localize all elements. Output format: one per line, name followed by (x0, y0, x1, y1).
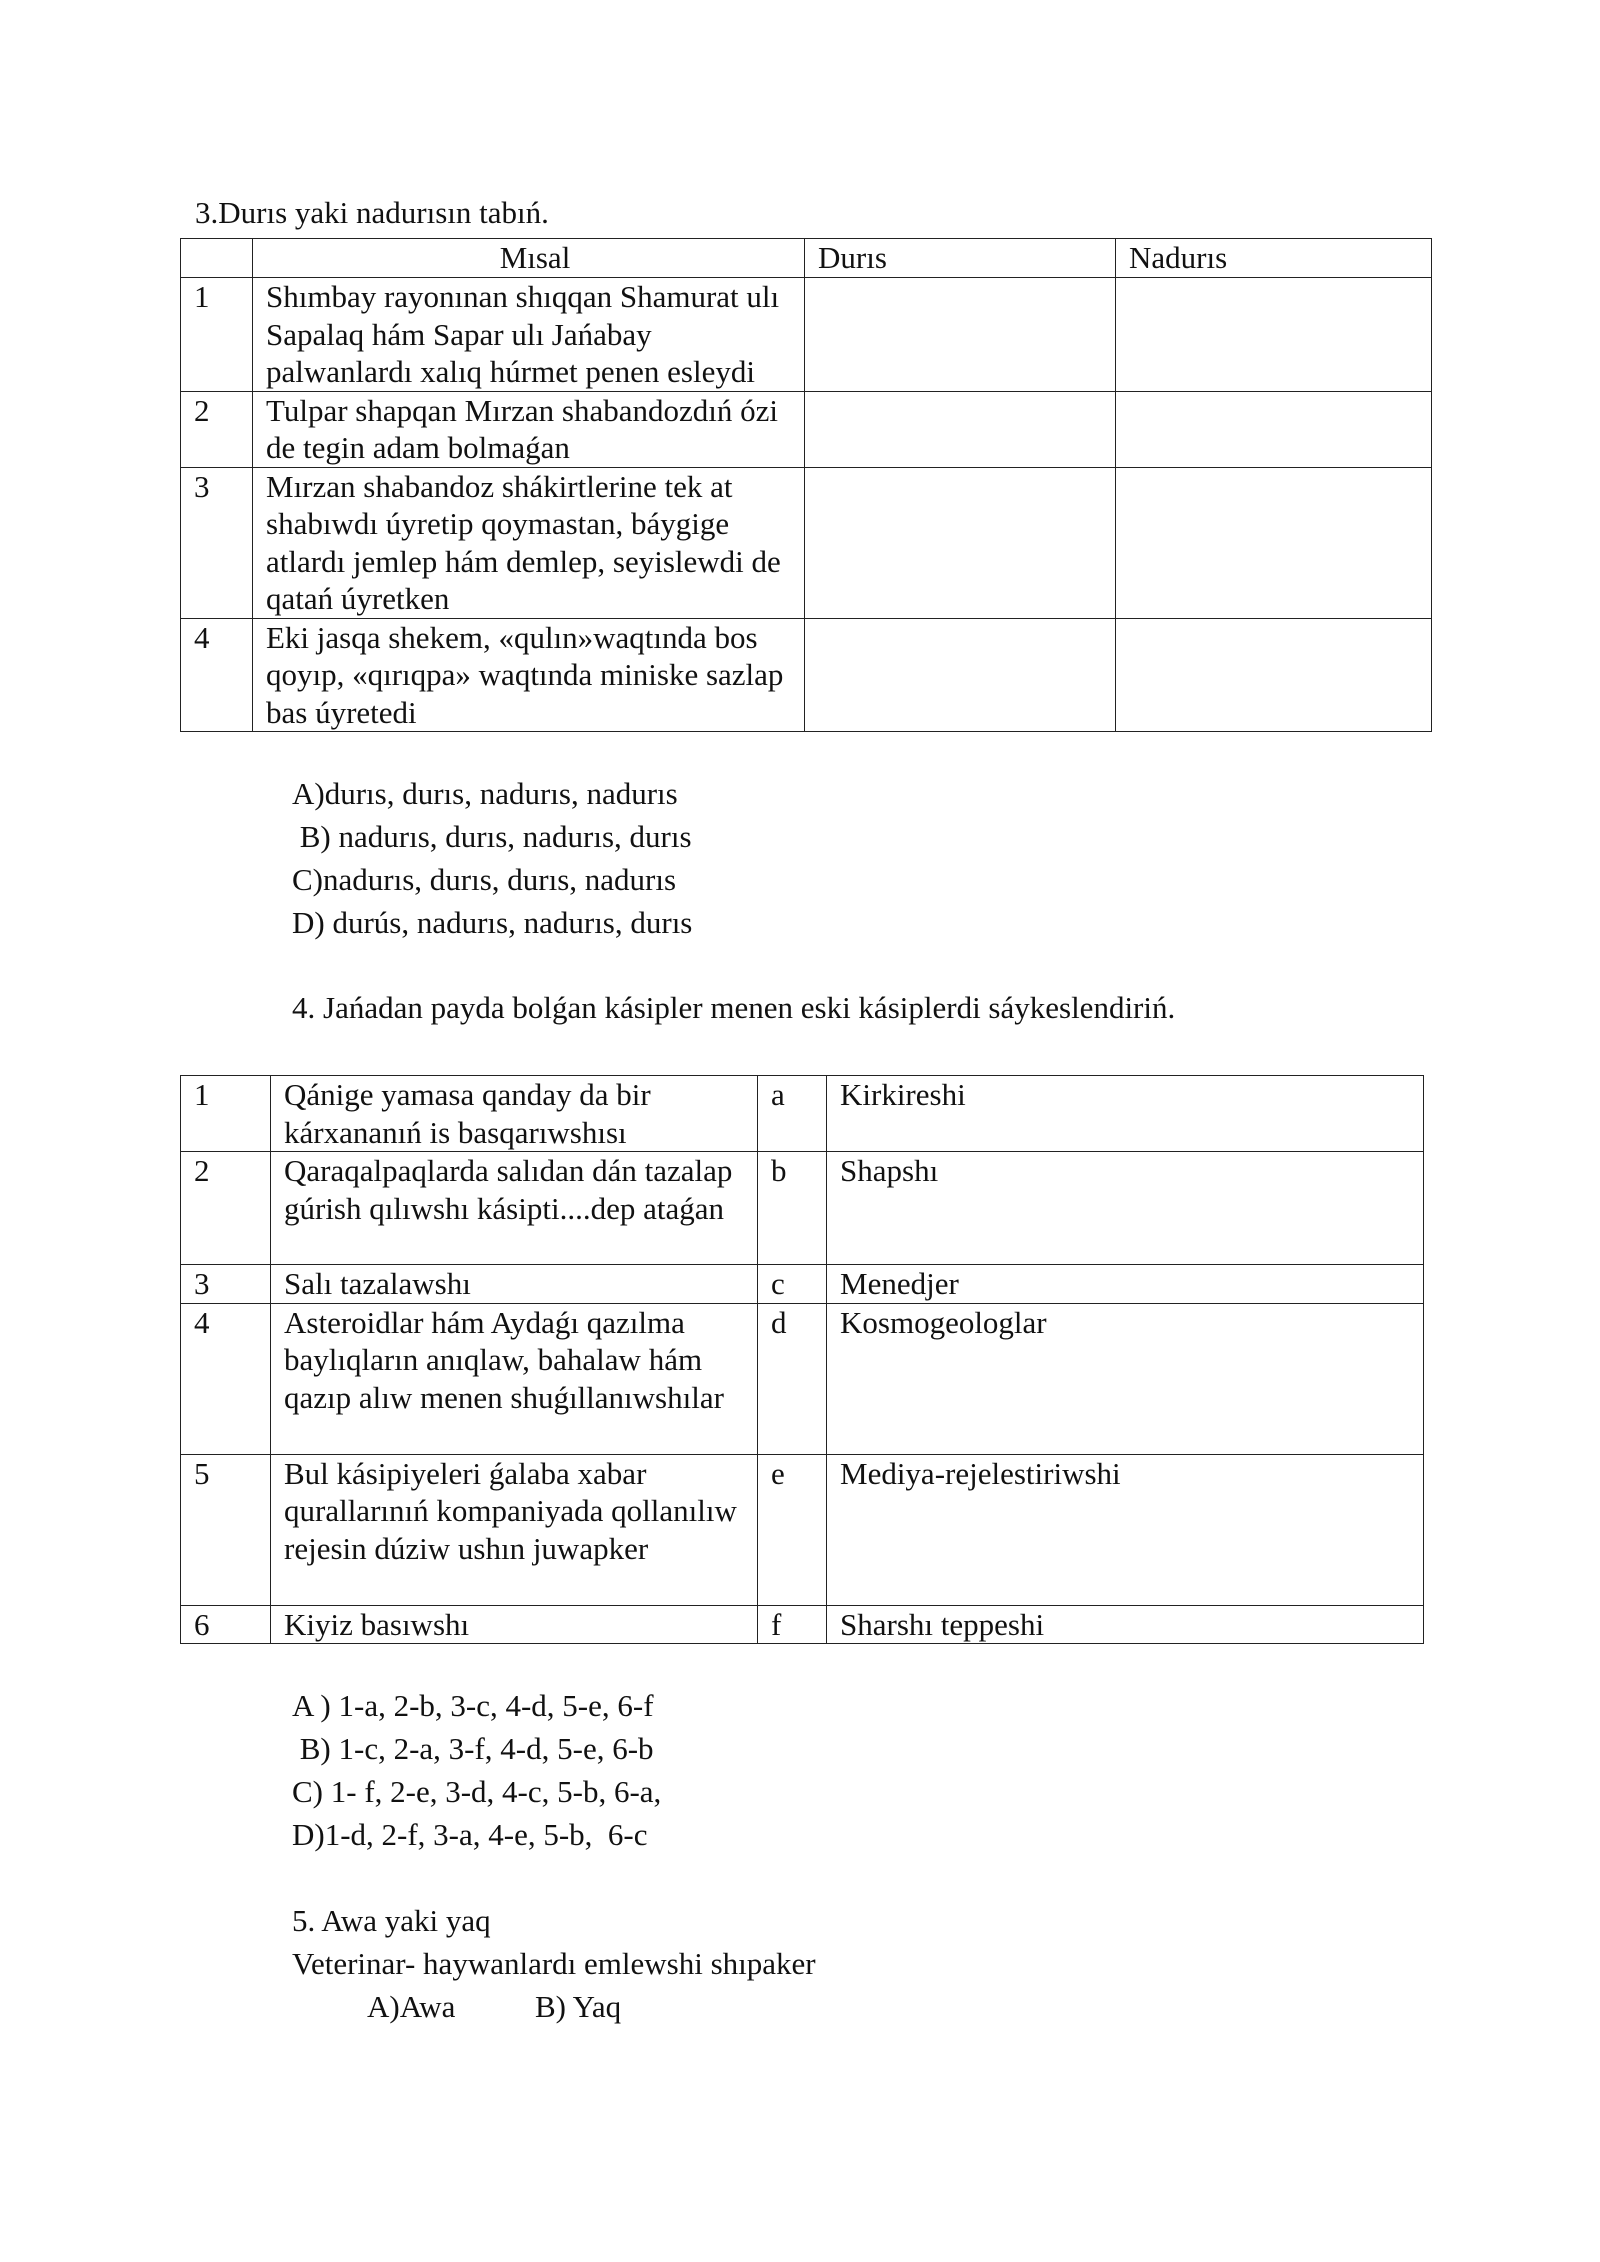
question-3-option-c[interactable]: C)nadurıs, durıs, durıs, nadurıs (292, 862, 677, 897)
false-answer-cell[interactable] (1116, 467, 1432, 618)
question-3-title: 3.Durıs yaki nadurısın tabıń. (195, 195, 549, 230)
row-statement: Shımbay rayonınan shıqqan Shamurat ulı Sapalaq hám Sapar ulı Jańabay palwanlardı xalıq húrmet penen esleydi (253, 278, 805, 392)
row-number: 3 (181, 1265, 271, 1304)
row-letter: d (758, 1303, 827, 1454)
question-5-option-a[interactable]: A)Awa (367, 1989, 456, 2024)
question-3-option-a[interactable]: A)durıs, durıs, nadurıs, nadurıs (292, 776, 678, 811)
row-description: Kiyiz basıwshı (271, 1605, 758, 1644)
row-description: Qaraqalpaqlarda salıdan dán tazalap gúrish qılıwshı kásipti....dep ataǵan (271, 1152, 758, 1265)
row-number: 1 (181, 278, 253, 392)
row-number: 5 (181, 1454, 271, 1605)
row-profession: Shapshı (827, 1152, 1424, 1265)
table-row (181, 391, 1432, 467)
true-answer-cell[interactable] (805, 278, 1116, 392)
true-answer-cell[interactable] (805, 618, 1116, 732)
row-profession: Mediya-rejelestiriwshi (827, 1454, 1424, 1605)
table-row (181, 1303, 1424, 1454)
table-row (181, 1605, 1424, 1644)
row-statement: Mırzan shabandoz shákirtlerine tek at shabıwdı úyretip qoymastan, báygige atlardı jemlep hám demlep, seyislewdi de qatań úyretken (253, 467, 805, 618)
row-profession: Kosmogeologlar (827, 1303, 1424, 1454)
row-letter: c (758, 1265, 827, 1304)
row-profession: Kirkireshi (827, 1076, 1424, 1152)
question-5-option-b[interactable]: B) Yaq (535, 1989, 622, 2024)
question-4-option-d[interactable]: D)1-d, 2-f, 3-a, 4-e, 5-b, 6-c (292, 1817, 648, 1852)
question-5-statement: Veterinar- haywanlardı emlewshi shıpaker (292, 1946, 816, 1981)
row-number: 3 (181, 467, 253, 618)
table-row (181, 278, 1432, 392)
false-answer-cell[interactable] (1116, 618, 1432, 732)
table-row (181, 1454, 1424, 1605)
header-false: Nadurıs (1116, 239, 1432, 278)
row-statement: Tulpar shapqan Mırzan shabandozdıń ózi de tegin adam bolmaǵan (253, 391, 805, 467)
true-answer-cell[interactable] (805, 467, 1116, 618)
row-description: Asteroidlar hám Aydaǵı qazılma baylıqların anıqlaw, bahalaw hám qazıp alıw menen shuǵıllanıwshılar (271, 1303, 758, 1454)
header-example: Mısal (253, 239, 805, 278)
question-4-option-b[interactable]: B) 1-c, 2-a, 3-f, 4-d, 5-e, 6-b (292, 1731, 654, 1766)
row-number: 1 (181, 1076, 271, 1152)
false-answer-cell[interactable] (1116, 278, 1432, 392)
true-answer-cell[interactable] (805, 391, 1116, 467)
row-description: Salı tazalawshı (271, 1265, 758, 1304)
row-letter: f (758, 1605, 827, 1644)
header-true: Durıs (805, 239, 1116, 278)
question-3-option-d[interactable]: D) durús, nadurıs, nadurıs, durıs (292, 905, 693, 940)
row-number: 2 (181, 391, 253, 467)
row-number: 4 (181, 1303, 271, 1454)
question-5-title: 5. Awa yaki yaq (292, 1903, 491, 1938)
row-description: Qánige yamasa qanday da bir kárxananıń is basqarıwshısı (271, 1076, 758, 1152)
row-number: 4 (181, 618, 253, 732)
row-letter: b (758, 1152, 827, 1265)
question-4-option-a[interactable]: A ) 1-a, 2-b, 3-c, 4-d, 5-e, 6-f (292, 1688, 654, 1723)
question-3-table (180, 238, 1432, 732)
row-profession: Menedjer (827, 1265, 1424, 1304)
table-row (181, 1076, 1424, 1152)
question-3-option-b[interactable]: B) nadurıs, durıs, nadurıs, durıs (292, 819, 692, 854)
table-row (181, 1265, 1424, 1304)
row-description: Bul kásipiyeleri ǵalaba xabar qurallarınıń kompaniyada qollanılıw rejesin dúziw ushın juwapker (271, 1454, 758, 1605)
row-number: 2 (181, 1152, 271, 1265)
row-letter: a (758, 1076, 827, 1152)
row-number: 6 (181, 1605, 271, 1644)
row-profession: Sharshı teppeshi (827, 1605, 1424, 1644)
question-4-table (180, 1075, 1424, 1644)
table-row (181, 1152, 1424, 1265)
question-4-title: 4. Jańadan payda bolǵan kásipler menen eski kásiplerdi sáykeslendiriń. (292, 990, 1176, 1025)
table-header-row (181, 239, 1432, 278)
header-num (181, 239, 253, 278)
false-answer-cell[interactable] (1116, 391, 1432, 467)
table-row (181, 467, 1432, 618)
row-letter: e (758, 1454, 827, 1605)
question-4-option-c[interactable]: C) 1- f, 2-e, 3-d, 4-c, 5-b, 6-a, (292, 1774, 662, 1809)
row-statement: Eki jasqa shekem, «qulın»waqtında bos qoyıp, «qırıqpa» waqtında miniske sazlap bas úyretedi (253, 618, 805, 732)
table-row (181, 618, 1432, 732)
